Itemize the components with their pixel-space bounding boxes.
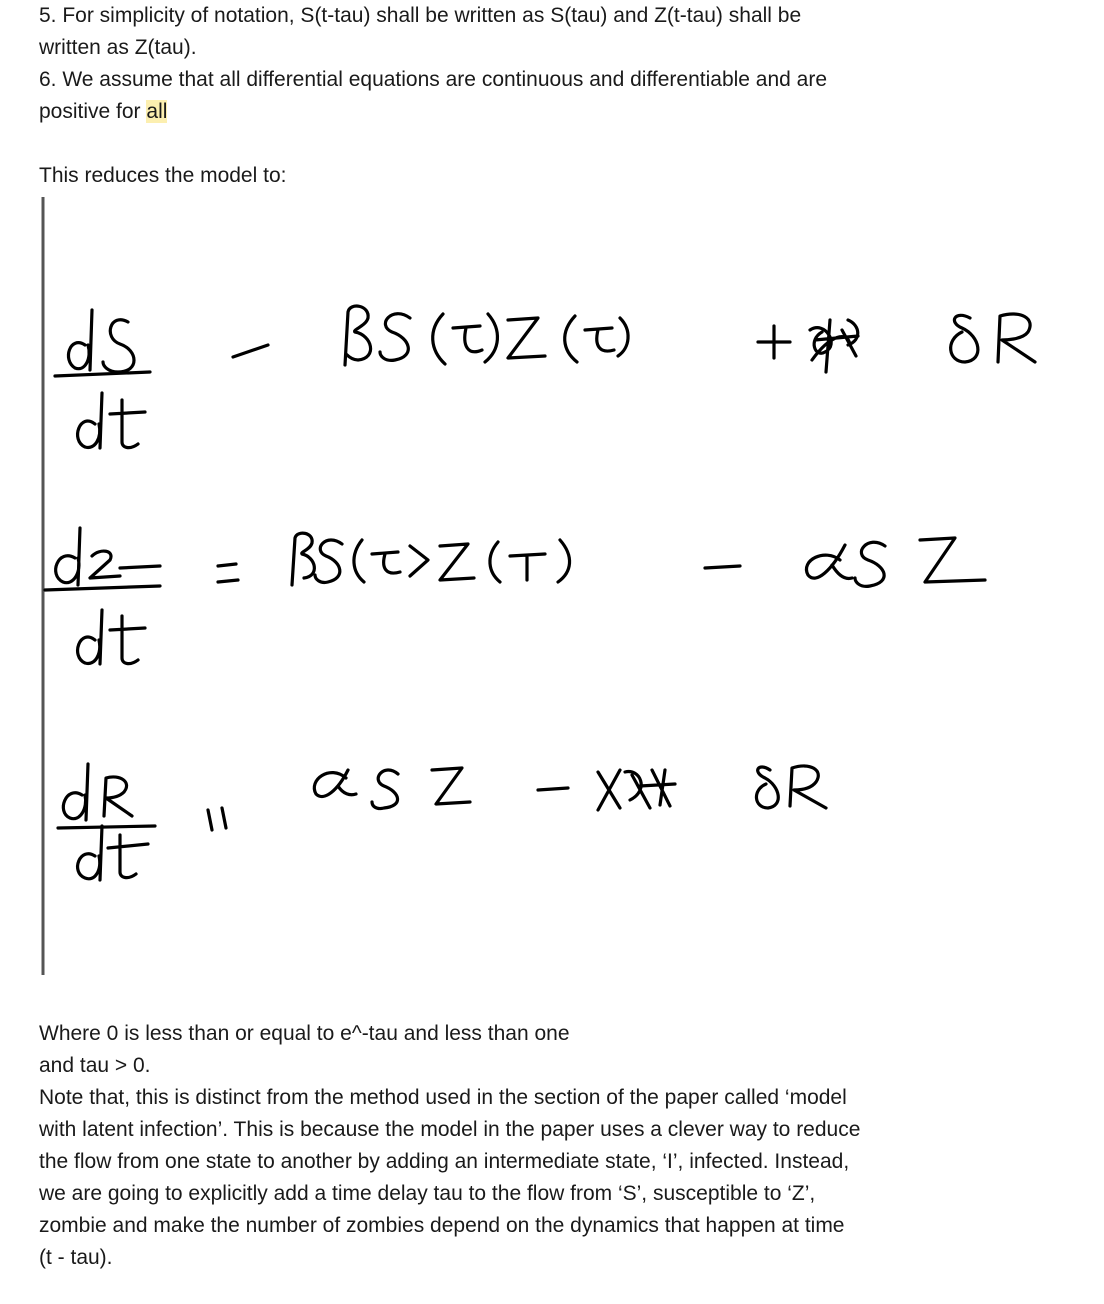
note-line-2: with latent infection’. This is because the model in the paper uses a clever way to reduce bbox=[39, 1118, 861, 1141]
note-line-1: Note that, this is distinct from the method used in the section of the paper called ‘model bbox=[39, 1086, 847, 1109]
note-line-6: (t - tau). bbox=[39, 1246, 113, 1269]
equation-ds-dt bbox=[55, 306, 1035, 448]
note-line-5: zombie and make the number of zombies depend on the dynamics that happen at time bbox=[39, 1214, 845, 1237]
note-line-3: the flow from one state to another by adding an intermediate state, ‘I’, infected. Instead, bbox=[39, 1150, 850, 1173]
assumption-6-prefix: positive for bbox=[39, 100, 147, 123]
equation-dr-dt bbox=[58, 764, 826, 880]
assumption-5-line-1: 5. For simplicity of notation, S(t-tau) shall be written as S(tau) and Z(t-tau) shall be bbox=[39, 4, 802, 27]
assumption-6-line-1: 6. We assume that all differential equations are continuous and differentiable and are bbox=[39, 68, 828, 91]
assumption-5-line-2: written as Z(tau). bbox=[39, 36, 197, 59]
assumption-6-line-2 bbox=[39, 96, 167, 128]
equation-dz-dt bbox=[45, 528, 985, 664]
note-line-4: we are going to explicitly add a time delay tau to the flow from ‘S’, susceptible to ‘Z’, bbox=[39, 1182, 816, 1205]
highlighted-word: all bbox=[146, 100, 168, 123]
where-line-2: and tau > 0. bbox=[39, 1054, 151, 1077]
handwritten-equations-image bbox=[0, 190, 1104, 990]
reduces-model-text: This reduces the model to: bbox=[39, 164, 287, 187]
where-line-1: Where 0 is less than or equal to e^-tau and less than one bbox=[39, 1022, 570, 1045]
